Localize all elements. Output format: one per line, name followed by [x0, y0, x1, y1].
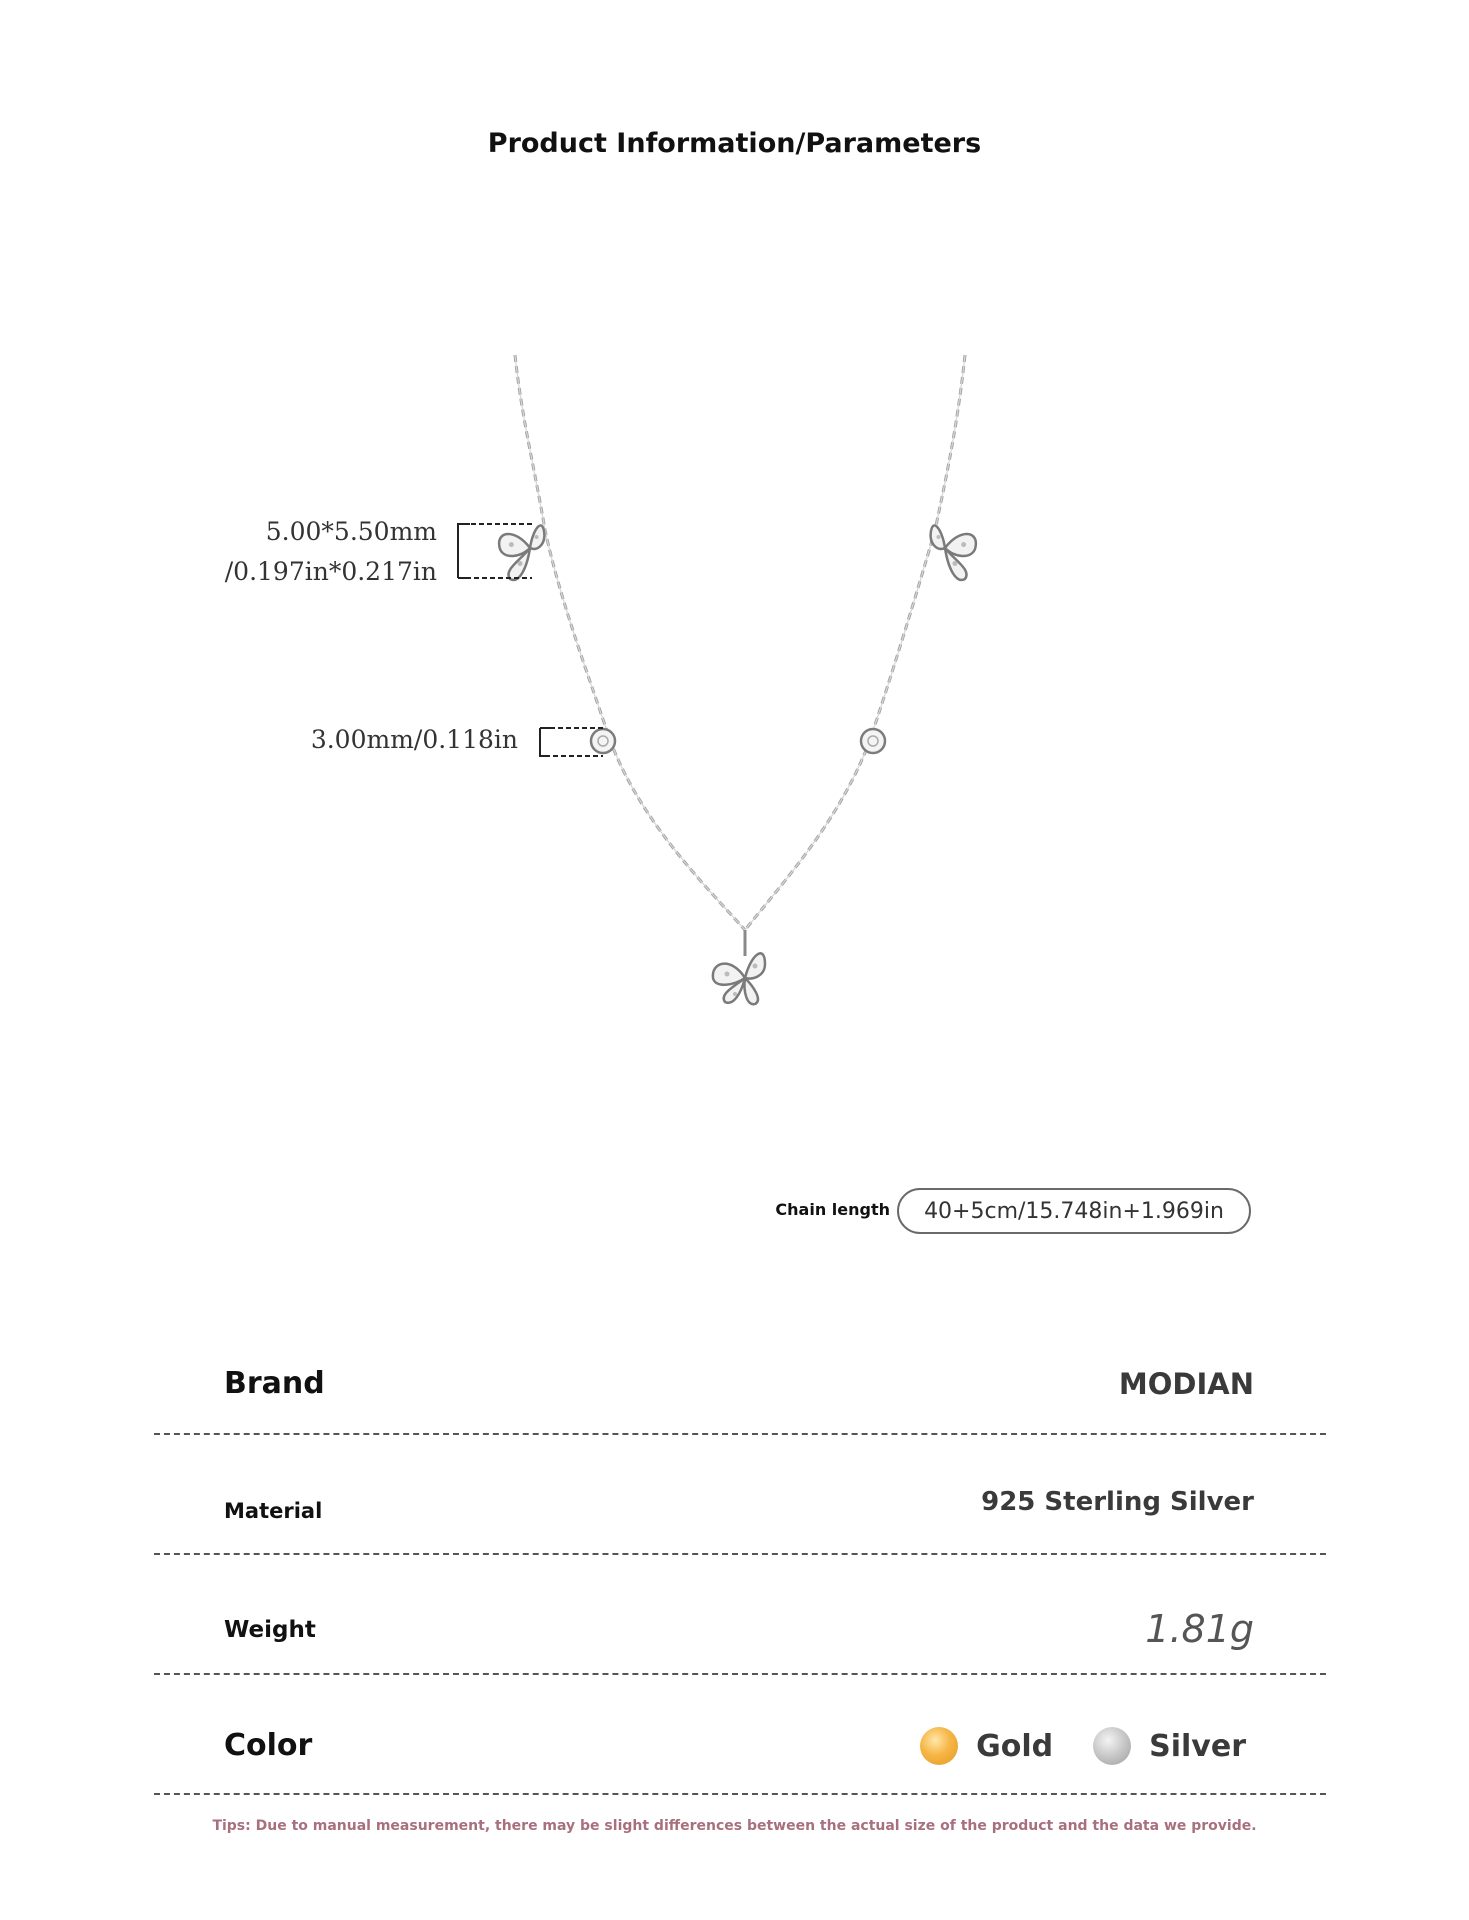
material-label: Material — [224, 1499, 323, 1523]
butterfly-charm-right — [925, 525, 978, 581]
butterfly-dimension-mm: 5.00*5.50mm — [265, 517, 437, 546]
brand-label: Brand — [224, 1366, 325, 1401]
silver-swatch-icon — [1093, 1727, 1131, 1765]
color-options — [880, 1727, 1246, 1765]
spec-row-weight — [154, 1555, 1326, 1675]
butterfly-charm-left — [497, 525, 550, 581]
material-value: 925 Sterling Silver — [981, 1487, 1254, 1517]
chain-length-label: Chain length — [775, 1200, 890, 1219]
brand-value: MODIAN — [1118, 1367, 1254, 1401]
weight-value: 1.81g — [1145, 1607, 1254, 1651]
weight-label: Weight — [224, 1617, 316, 1643]
color-option-gold[interactable] — [920, 1727, 1053, 1765]
butterfly-dimension-label — [190, 512, 437, 592]
color-option-label: Silver — [1149, 1728, 1246, 1764]
spec-row-material — [154, 1435, 1326, 1555]
color-option-label: Gold — [976, 1728, 1054, 1764]
round-stone-dimension-label: 3.00mm/0.118in — [310, 725, 518, 754]
measurement-tips: Tips: Due to manual measurement, there may be slight differences between the actual size of the product and the data we provide. — [212, 1818, 1257, 1834]
butterfly-charm-center — [713, 930, 765, 1004]
round-stone-charm-right — [861, 729, 885, 753]
color-label: Color — [224, 1728, 313, 1763]
round-stone-charm-left — [591, 729, 615, 753]
spec-table — [154, 1315, 1326, 1795]
page-title: Product Information/Parameters — [487, 128, 982, 159]
chain-right — [745, 355, 965, 930]
chain-left — [515, 355, 745, 930]
spec-row-color — [154, 1675, 1326, 1795]
product-image — [0, 340, 1469, 1060]
chain-length-value: 40+5cm/15.748in+1.969in — [897, 1188, 1251, 1234]
color-option-silver[interactable] — [1093, 1727, 1246, 1765]
spec-row-brand — [154, 1315, 1326, 1435]
gold-swatch-icon — [920, 1727, 958, 1765]
butterfly-dimension-in: /0.197in*0.217in — [224, 557, 437, 586]
